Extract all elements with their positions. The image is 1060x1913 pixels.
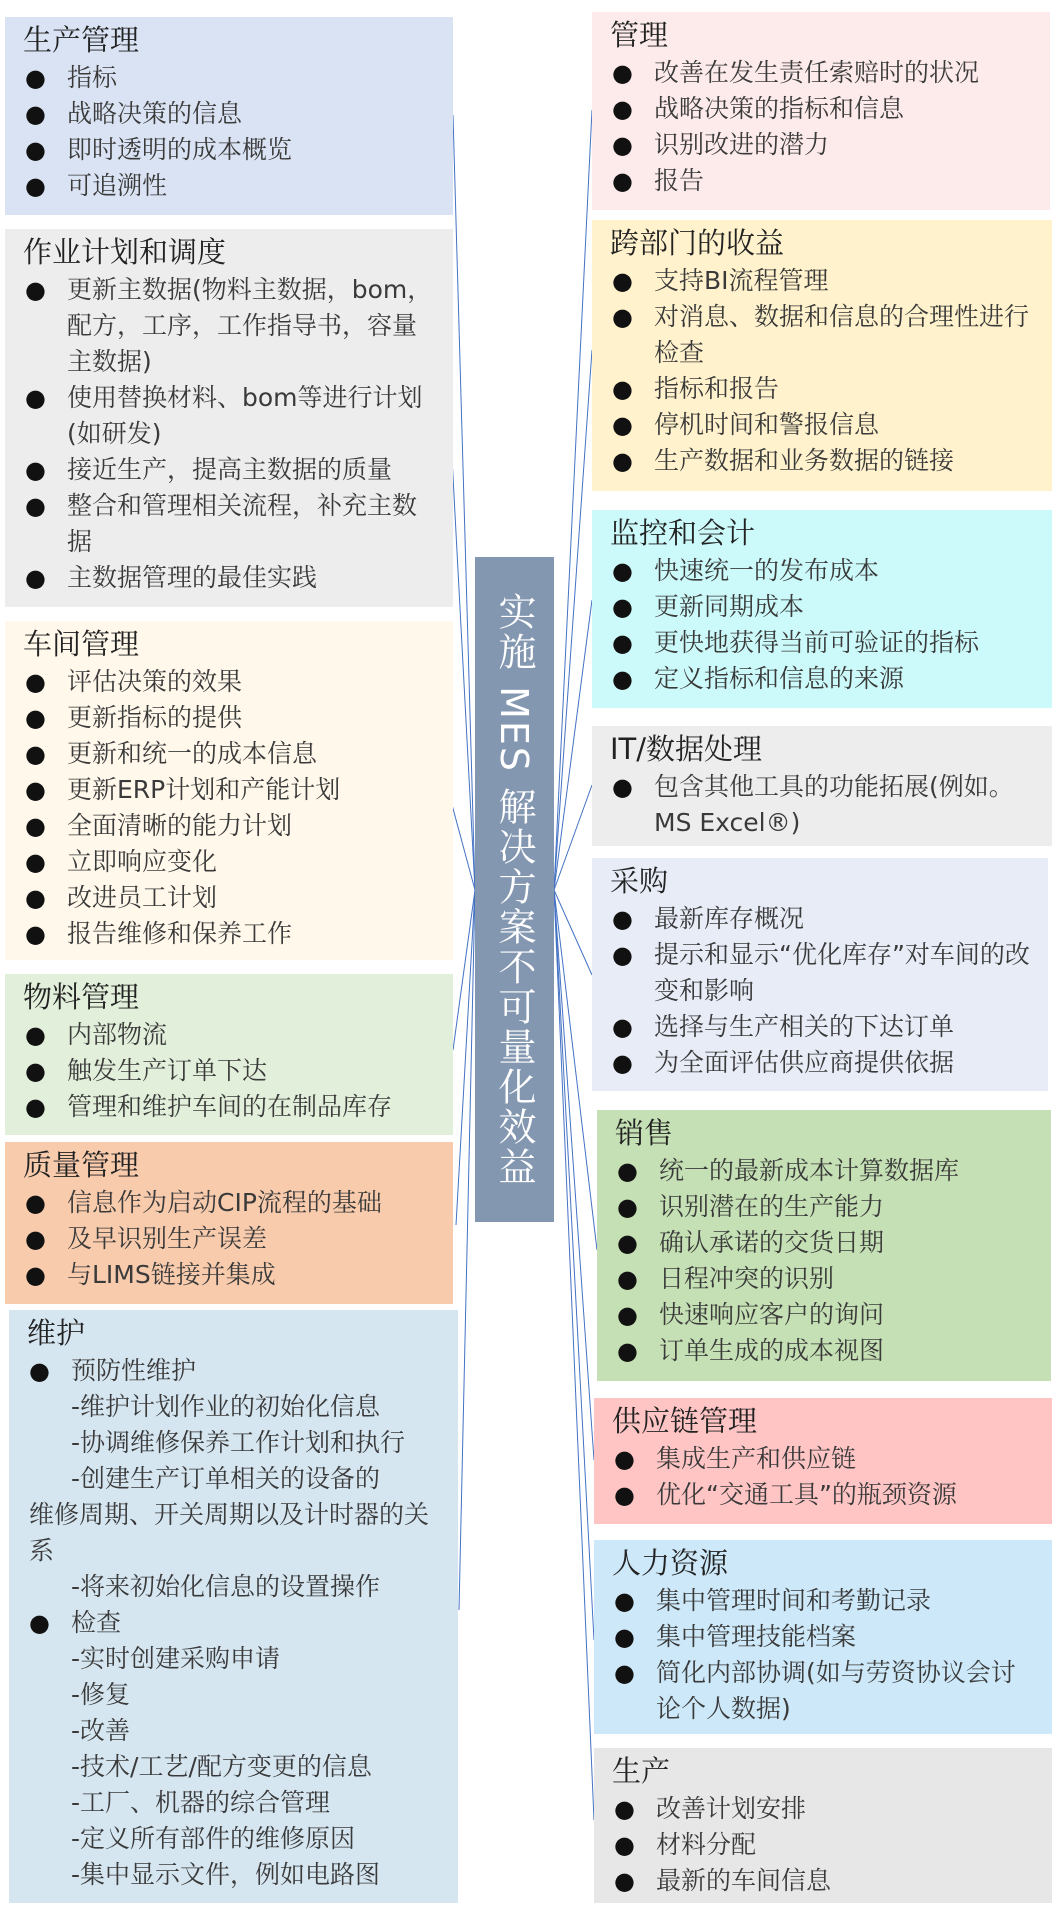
connector-left-0 xyxy=(453,115,475,890)
connector-right-3 xyxy=(554,785,592,890)
bullet-item: ● 更新主数据(物料主数据，bom，配方，工序，工作指导书，容量主数据) xyxy=(23,272,441,380)
bullet-list xyxy=(610,263,1040,479)
bullet-item: ● 评估决策的效果 xyxy=(23,664,441,700)
bullet-item: ● 支持BI流程管理 xyxy=(610,263,1040,299)
connector-right-1 xyxy=(554,350,592,890)
bullet-item: ● 订单生成的成本视图 xyxy=(615,1333,1039,1369)
bullet-item: ● 与LIMS链接并集成 xyxy=(23,1257,441,1293)
connector-right-4 xyxy=(554,890,592,975)
bullet-item: ● 选择与生产相关的下达订单 xyxy=(610,1009,1036,1045)
box-title: 管理 xyxy=(610,18,669,52)
bullet-item: ● 最新的车间信息 xyxy=(612,1863,1040,1899)
connector-right-5 xyxy=(554,890,597,1250)
bullet-item: ● 快速统一的发布成本 xyxy=(610,553,1040,589)
bullet-item: ● 全面清晰的能力计划 xyxy=(23,808,441,844)
bullet-item: ● 更新指标的提供 xyxy=(23,700,441,736)
box-title: 供应链管理 xyxy=(612,1404,758,1438)
right-box-2 xyxy=(592,510,1052,708)
bullet-item: ● 战略决策的信息 xyxy=(23,96,441,132)
right-box-3 xyxy=(592,726,1052,846)
bullet-item: ● 及早识别生产误差 xyxy=(23,1221,441,1257)
sub-item: -集中显示文件，例如电路图 xyxy=(71,1860,381,1889)
connector-right-7 xyxy=(554,890,594,1640)
bullet-item: ● 报告 xyxy=(610,163,1038,199)
central-topic-title: 实施 MES 解决方案不可量化效益 xyxy=(492,591,536,1188)
box-title: 采购 xyxy=(610,864,669,898)
box-title: 人力资源 xyxy=(612,1546,729,1580)
bullet-item: ● 更快地获得当前可验证的指标 xyxy=(610,625,1040,661)
bullet-item: ● 包含其他工具的功能拓展(例如。MS Excel®) xyxy=(610,769,1040,841)
left-box-2 xyxy=(5,621,453,960)
box-title: 生产 xyxy=(612,1754,671,1788)
bullet-list xyxy=(23,60,441,204)
bullet-item: ● 生产数据和业务数据的链接 xyxy=(610,443,1040,479)
bullet-item: ● 简化内部协调(如与劳资协议会讨论个人数据) xyxy=(612,1655,1040,1727)
left-box-3 xyxy=(5,974,453,1135)
bullet-item: ● 主数据管理的最佳实践 xyxy=(23,560,441,596)
bullet-item: ● 可追溯性 xyxy=(23,168,441,204)
box-title: 销售 xyxy=(615,1116,674,1150)
bullet-item: ● 定义指标和信息的来源 xyxy=(610,661,1040,697)
bullet-item: ● 信息作为启动CIP流程的基础 xyxy=(23,1185,441,1221)
connector-right-2 xyxy=(554,600,592,890)
box-title: 物料管理 xyxy=(23,980,140,1014)
left-box-5 xyxy=(9,1310,458,1903)
bullet-item: ● 战略决策的指标和信息 xyxy=(610,91,1038,127)
bullet-list xyxy=(612,1583,1040,1727)
box-title: 车间管理 xyxy=(23,627,140,661)
bullet-item: ● 更新同期成本 xyxy=(610,589,1040,625)
bullet-item: ● 统一的最新成本计算数据库 xyxy=(615,1153,1039,1189)
bullet-item: ● 停机时间和警报信息 xyxy=(610,407,1040,443)
box-title: 生产管理 xyxy=(23,23,140,57)
bullet-item: ● 整合和管理相关流程，补充主数据 xyxy=(23,488,441,560)
bullet-list xyxy=(27,1353,446,1893)
bullet-item: ● 优化“交通工具”的瓶颈资源 xyxy=(612,1477,1040,1513)
sub-item: -维护计划作业的初始化信息 xyxy=(71,1392,381,1421)
bullet-item: ● 改进员工计划 xyxy=(23,880,441,916)
bullet-list xyxy=(610,55,1038,199)
bullet-item: ● 集成生产和供应链 xyxy=(612,1441,1040,1477)
bullet-item: ● 管理和维护车间的在制品库存 xyxy=(23,1089,441,1125)
bullet-item: ● 集中管理时间和考勤记录 xyxy=(612,1583,1040,1619)
left-box-1 xyxy=(5,229,453,607)
bullet-item: ● 更新和统一的成本信息 xyxy=(23,736,441,772)
connector-right-6 xyxy=(554,890,594,1460)
bullet-list xyxy=(612,1441,1040,1513)
bullet-list xyxy=(23,1017,441,1125)
connector-left-5 xyxy=(459,890,475,1610)
sub-item: -工厂、机器的综合管理 xyxy=(71,1788,331,1817)
sub-item: -修复 xyxy=(71,1680,131,1709)
bullet-list xyxy=(23,664,441,952)
bullet-list xyxy=(610,553,1040,697)
sub-item: -定义所有部件的维修原因 xyxy=(71,1824,356,1853)
box-title: 维护 xyxy=(27,1316,86,1350)
bullet-list xyxy=(23,272,441,596)
sub-item: 维修周期、开关周期以及计时器的关系 xyxy=(29,1500,430,1565)
bullet-item: ● 改善在发生责任索赔时的状况 xyxy=(610,55,1038,91)
bullet-item: ● 即时透明的成本概览 xyxy=(23,132,441,168)
connector-right-0 xyxy=(554,110,592,890)
bullet-item: ● 对消息、数据和信息的合理性进行检查 xyxy=(610,299,1040,371)
bullet-item: ● 预防性维护 xyxy=(27,1353,446,1389)
right-box-7 xyxy=(594,1540,1052,1734)
sub-item: -实时创建采购申请 xyxy=(71,1644,281,1673)
bullet-item: ● 报告维修和保养工作 xyxy=(23,916,441,952)
bullet-list xyxy=(612,1791,1040,1899)
bullet-item: ● 识别改进的潜力 xyxy=(610,127,1038,163)
bullet-item: ● 提示和显示“优化库存”对车间的改变和影响 xyxy=(610,937,1036,1009)
box-title: 质量管理 xyxy=(23,1148,140,1182)
bullet-item: ● 指标 xyxy=(23,60,441,96)
right-box-1 xyxy=(592,220,1052,491)
box-title: IT/数据处理 xyxy=(610,732,763,766)
bullet-list xyxy=(610,901,1036,1081)
left-box-0 xyxy=(5,17,453,215)
connector-right-8 xyxy=(554,890,594,1820)
bullet-item: ● 集中管理技能档案 xyxy=(612,1619,1040,1655)
bullet-item: ● 识别潜在的生产能力 xyxy=(615,1189,1039,1225)
right-box-4 xyxy=(592,858,1048,1091)
bullet-item: ● 检查 xyxy=(27,1605,446,1641)
box-title: 监控和会计 xyxy=(610,516,756,550)
right-box-8 xyxy=(594,1748,1052,1903)
sub-item: -将来初始化信息的设置操作 xyxy=(71,1572,381,1601)
bullet-item: ● 确认承诺的交货日期 xyxy=(615,1225,1039,1261)
sub-item: -协调维修保养工作计划和执行 xyxy=(71,1428,406,1457)
sub-item: -创建生产订单相关的设备的 xyxy=(71,1464,381,1493)
connector-left-1 xyxy=(450,420,475,890)
bullet-item: ● 改善计划安排 xyxy=(612,1791,1040,1827)
box-title: 跨部门的收益 xyxy=(610,226,785,260)
bullet-list xyxy=(610,769,1040,841)
right-box-5 xyxy=(597,1110,1051,1381)
bullet-item: ● 立即响应变化 xyxy=(23,844,441,880)
bullet-item: ● 使用替换材料、bom等进行计划(如研发) xyxy=(23,380,441,452)
bullet-item: ● 指标和报告 xyxy=(610,371,1040,407)
bullet-item: ● 更新ERP计划和产能计划 xyxy=(23,772,441,808)
bullet-item: ● 接近生产，提高主数据的质量 xyxy=(23,452,441,488)
bullet-item: ● 最新库存概况 xyxy=(610,901,1036,937)
box-title: 作业计划和调度 xyxy=(23,235,227,269)
sub-item: -技术/工艺/配方变更的信息 xyxy=(71,1752,372,1781)
bullet-item: ● 日程冲突的识别 xyxy=(615,1261,1039,1297)
right-box-0 xyxy=(592,12,1050,210)
bullet-item: ● 材料分配 xyxy=(612,1827,1040,1863)
left-box-4 xyxy=(5,1142,453,1304)
central-topic xyxy=(475,557,554,1222)
bullet-item: ● 内部物流 xyxy=(23,1017,441,1053)
sub-item: -改善 xyxy=(71,1716,131,1745)
bullet-item: ● 快速响应客户的询问 xyxy=(615,1297,1039,1333)
right-box-6 xyxy=(594,1398,1052,1524)
connector-left-4 xyxy=(456,890,475,1225)
bullet-item: ● 为全面评估供应商提供依据 xyxy=(610,1045,1036,1081)
bullet-list xyxy=(615,1153,1039,1369)
bullet-item: ● 触发生产订单下达 xyxy=(23,1053,441,1089)
connector-left-3 xyxy=(453,890,475,1050)
bullet-list xyxy=(23,1185,441,1293)
